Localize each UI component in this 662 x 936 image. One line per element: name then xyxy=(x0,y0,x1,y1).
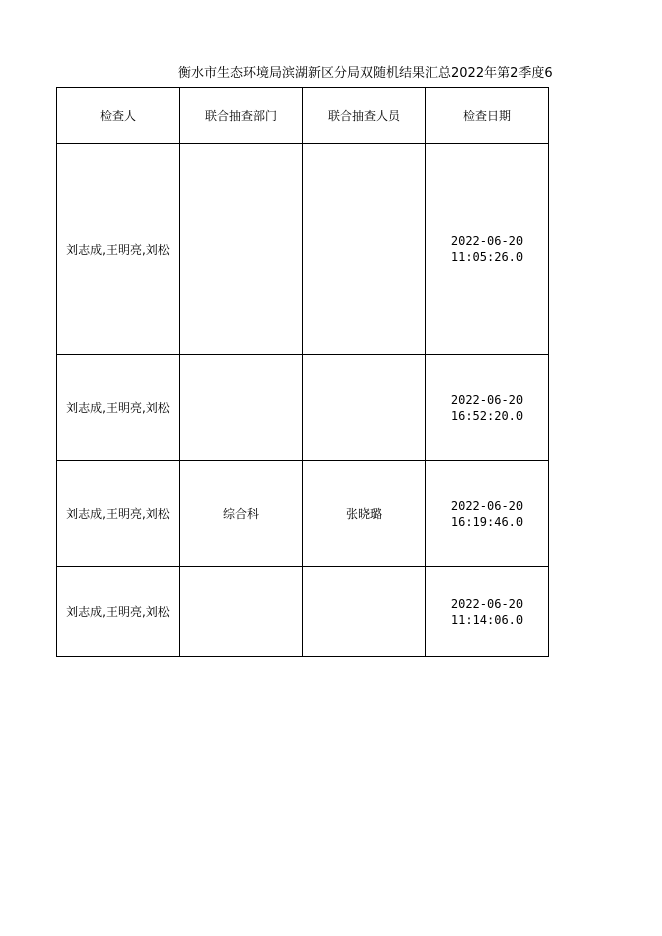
cell-inspectors: 刘志成,王明亮,刘松 xyxy=(57,461,180,567)
table-row xyxy=(57,355,549,461)
cell-joint-person xyxy=(303,355,426,461)
header-row xyxy=(57,88,549,144)
cell-inspection-date xyxy=(426,461,549,567)
cell-joint-dept: 综合科 xyxy=(180,461,303,567)
cell-inspectors: 刘志成,王明亮,刘松 xyxy=(57,355,180,461)
cell-joint-dept xyxy=(180,355,303,461)
table-row xyxy=(57,144,549,355)
table-row xyxy=(57,567,549,657)
cell-joint-person xyxy=(303,144,426,355)
time-value: 16:52:20.0 xyxy=(450,408,524,423)
results-table xyxy=(56,87,549,657)
header-inspection-date: 检查日期 xyxy=(426,88,549,144)
cell-inspection-date xyxy=(426,567,549,657)
cell-inspectors: 刘志成,王明亮,刘松 xyxy=(57,567,180,657)
cell-joint-person xyxy=(303,567,426,657)
report-title: 衡水市生态环境局滨湖新区分局双随机结果汇总2022年第2季度6 xyxy=(178,66,553,81)
cell-joint-dept xyxy=(180,567,303,657)
cell-inspectors: 刘志成,王明亮,刘松 xyxy=(57,144,180,355)
time-value: 11:14:06.0 xyxy=(450,612,524,627)
header-inspector: 检查人 xyxy=(57,88,180,144)
date-value: 2022-06-20 xyxy=(450,234,524,248)
cell-joint-person: 张晓璐 xyxy=(303,461,426,567)
cell-joint-dept xyxy=(180,144,303,355)
date-value: 2022-06-20 xyxy=(450,596,524,611)
time-value: 11:05:26.0 xyxy=(450,250,524,264)
time-value: 16:19:46.0 xyxy=(450,514,524,529)
header-joint-person: 联合抽查人员 xyxy=(303,88,426,144)
cell-inspection-date xyxy=(426,144,549,355)
cell-inspection-date xyxy=(426,355,549,461)
date-value: 2022-06-20 xyxy=(450,498,524,513)
header-joint-dept: 联合抽查部门 xyxy=(180,88,303,144)
date-value: 2022-06-20 xyxy=(450,392,524,407)
table-row xyxy=(57,461,549,567)
